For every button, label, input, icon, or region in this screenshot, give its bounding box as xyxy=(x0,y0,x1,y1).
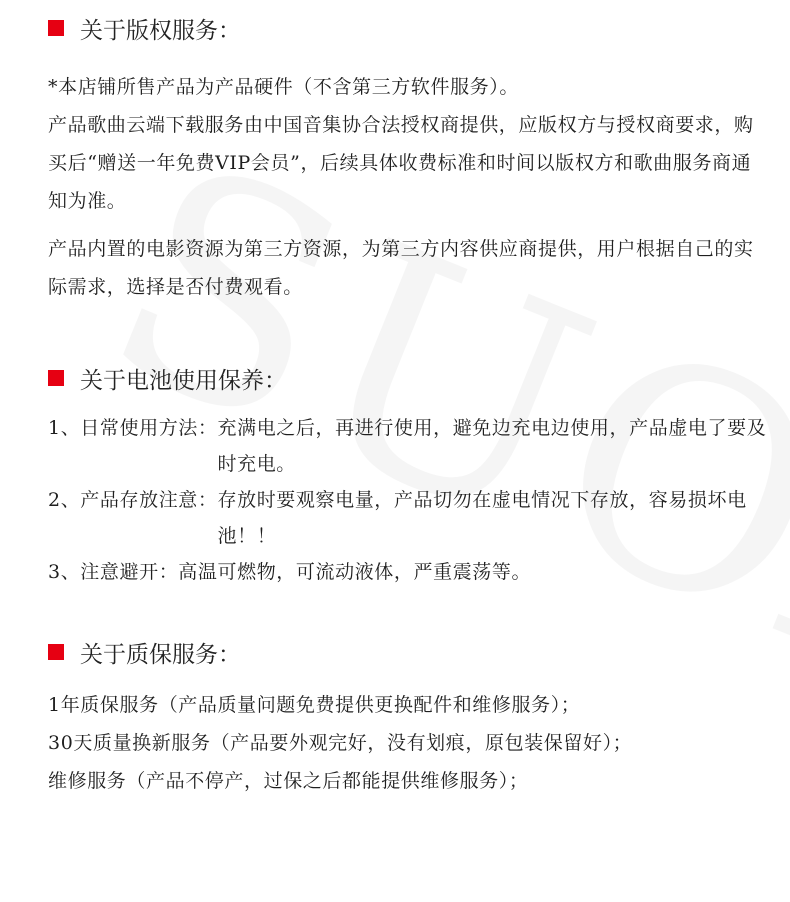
battery-item-text: 充满电之后，再进行使用，避免边充电边使用，产品虚电了要及时充电。 xyxy=(217,417,767,475)
copyright-heading xyxy=(48,10,768,46)
warranty-line-1: 1年质保服务（产品质量问题免费提供更换配件和维修服务）； xyxy=(48,694,581,716)
warranty-line-3: 维修服务（产品不停产，过保之后都能提供维修服务）； xyxy=(48,770,529,792)
copyright-paragraph-1: *本店铺所售产品为产品硬件（不含第三方软件服务）。 xyxy=(48,76,520,98)
red-square-bullet-icon xyxy=(48,20,64,36)
warranty-body xyxy=(48,686,768,800)
warranty-line-2: 30天质量换新服务（产品要外观完好，没有划痕，原包装保留好）； xyxy=(48,732,633,754)
copyright-paragraph-3: 产品内置的电影资源为第三方资源，为第三方内容供应商提供，用户根据自己的实际需求，选择是否付费观看。 xyxy=(48,238,754,298)
copyright-paragraph-2: 产品歌曲云端下载服务由中国音集协合法授权商提供，应版权方与授权商要求，购买后“赠送一年免费VIP会员”，后续具体收费标准和时间以版权方和歌曲服务商通知为准。 xyxy=(48,114,754,212)
copyright-body xyxy=(48,68,768,306)
red-square-bullet-icon xyxy=(48,644,64,660)
battery-item-1 xyxy=(48,410,768,482)
battery-heading-text: 关于电池使用保养： xyxy=(80,367,287,394)
battery-item-label: 3、注意避开： xyxy=(48,561,179,583)
copyright-section xyxy=(48,10,768,306)
warranty-heading xyxy=(48,634,768,670)
red-square-bullet-icon xyxy=(48,370,64,386)
battery-section xyxy=(48,360,768,590)
battery-item-label: 2、产品存放注意： xyxy=(48,489,218,511)
battery-item-text: 高温可燃物，可流动液体，严重震荡等。 xyxy=(178,561,532,583)
warranty-section xyxy=(48,634,768,800)
warranty-heading-text: 关于质保服务： xyxy=(80,641,241,668)
copyright-heading-text: 关于版权服务： xyxy=(80,17,241,44)
battery-body xyxy=(48,410,768,590)
battery-item-2 xyxy=(48,482,768,554)
battery-heading xyxy=(48,360,768,396)
battery-item-label: 1、日常使用方法： xyxy=(48,417,218,439)
battery-item-text: 存放时要观察电量，产品切勿在虚电情况下存放，容易损坏电池！！ xyxy=(217,489,747,547)
battery-item-3 xyxy=(48,554,768,590)
